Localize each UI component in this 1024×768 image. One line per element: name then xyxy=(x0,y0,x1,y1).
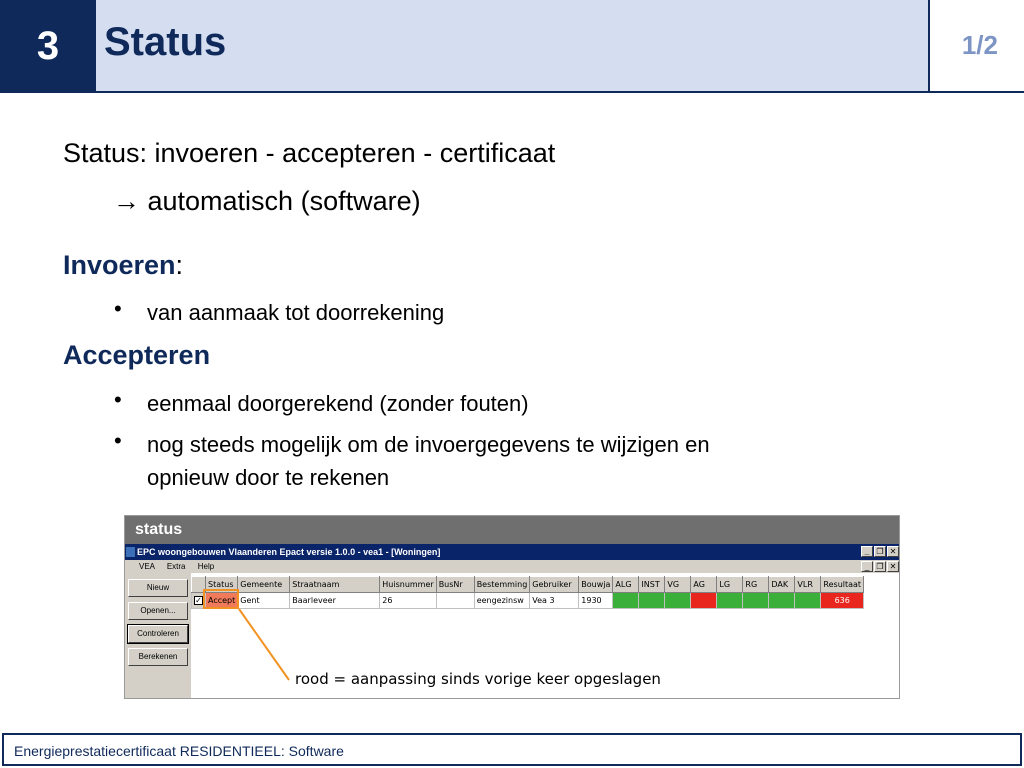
col-header[interactable]: LG xyxy=(717,577,743,593)
bullet-text: van aanmaak tot doorrekening xyxy=(147,300,445,325)
bouwjaar-cell[interactable]: 1930 xyxy=(579,593,613,609)
slide-footer xyxy=(2,733,1022,766)
menu-item-extra[interactable]: Extra xyxy=(166,562,186,571)
footer-text: Energieprestatiecertificaat RESIDENTIEEL: Software xyxy=(14,743,344,759)
col-header[interactable]: Gemeente xyxy=(238,577,290,593)
col-header[interactable]: Bestemming xyxy=(474,577,530,593)
openen-button[interactable]: Openen... xyxy=(128,602,188,620)
invoeren-heading xyxy=(63,250,183,281)
straatnaam-cell[interactable]: Baarleveer xyxy=(290,593,380,609)
bullet-text: nog steeds mogelijk om de invoergegevens te wijzigen en xyxy=(147,432,710,457)
bullet-icon: • xyxy=(114,387,122,412)
col-header[interactable]: VLR xyxy=(795,577,821,593)
col-header[interactable]: Gebruiker xyxy=(530,577,579,593)
header-divider xyxy=(0,91,1024,93)
minimize-button[interactable]: _ xyxy=(861,546,873,557)
bullet-text-continued: opnieuw door te rekenen xyxy=(147,465,390,490)
screenshot-title: status xyxy=(125,516,900,544)
bullet-icon: • xyxy=(114,428,122,453)
accepteren-heading: Accepteren xyxy=(63,340,211,370)
col-header[interactable]: Huisnummer xyxy=(380,577,436,593)
page-number: 1/2 xyxy=(961,30,998,60)
automatic-line: → automatisch (software) xyxy=(113,186,421,216)
col-header[interactable]: VG xyxy=(665,577,691,593)
callout-line-stroke xyxy=(239,609,289,680)
close-button[interactable]: ✕ xyxy=(887,546,899,557)
gemeente-cell[interactable]: Gent xyxy=(238,593,290,609)
col-header[interactable]: Straatnaam xyxy=(290,577,380,593)
screenshot-caption: rood = aanpassing sinds vorige keer opgeslagen xyxy=(295,670,661,688)
child-restore-button[interactable]: ❐ xyxy=(874,561,886,572)
restore-button[interactable]: ❐ xyxy=(874,546,886,557)
slide-title: Status xyxy=(104,20,227,64)
col-header[interactable]: Status xyxy=(206,577,238,593)
window-title: EPC woongebouwen Vlaanderen Epact versie 1.0.0 - vea1 - [Woningen] xyxy=(137,547,441,557)
child-minimize-button[interactable]: _ xyxy=(861,561,873,572)
child-close-button[interactable]: ✕ xyxy=(887,561,899,572)
gebruiker-cell[interactable]: Vea 3 xyxy=(530,593,579,609)
menu-item-vea[interactable]: VEA xyxy=(139,562,155,571)
section-number: 3 xyxy=(0,0,96,93)
col-header[interactable]: INST xyxy=(639,577,665,593)
huisnummer-cell[interactable]: 26 xyxy=(380,593,436,609)
status-cell[interactable]: Accept xyxy=(206,593,238,609)
nieuw-button[interactable]: Nieuw xyxy=(128,579,188,597)
slide-header xyxy=(0,0,1024,93)
col-header[interactable]: ALG xyxy=(613,577,639,593)
col-header[interactable]: AG xyxy=(691,577,717,593)
invoeren-heading-text: Invoeren xyxy=(63,250,176,280)
col-header[interactable]: DAK xyxy=(769,577,795,593)
checkbox[interactable]: ✓ xyxy=(195,596,202,605)
invoeren-colon: : xyxy=(175,250,184,280)
col-header[interactable]: Bouwja xyxy=(579,577,613,593)
col-header[interactable]: BusNr xyxy=(436,577,474,593)
col-header[interactable]: Resultaat xyxy=(821,577,864,593)
bullet-text: eenmaal doorgerekend (zonder fouten) xyxy=(147,391,529,416)
software-screenshot xyxy=(124,515,900,699)
menu-item-help[interactable]: Help xyxy=(197,562,215,571)
col-header[interactable]: RG xyxy=(743,577,769,593)
bullet-icon: • xyxy=(114,296,122,321)
resultaat-cell[interactable]: 636 xyxy=(821,593,864,609)
status-line: Status: invoeren - accepteren - certificaat xyxy=(63,138,556,168)
controleren-button[interactable]: Controleren xyxy=(128,625,188,643)
berekenen-button[interactable]: Berekenen xyxy=(128,648,188,666)
bestemming-cell[interactable]: eengezinsw xyxy=(474,593,530,609)
page-box xyxy=(928,0,1024,93)
